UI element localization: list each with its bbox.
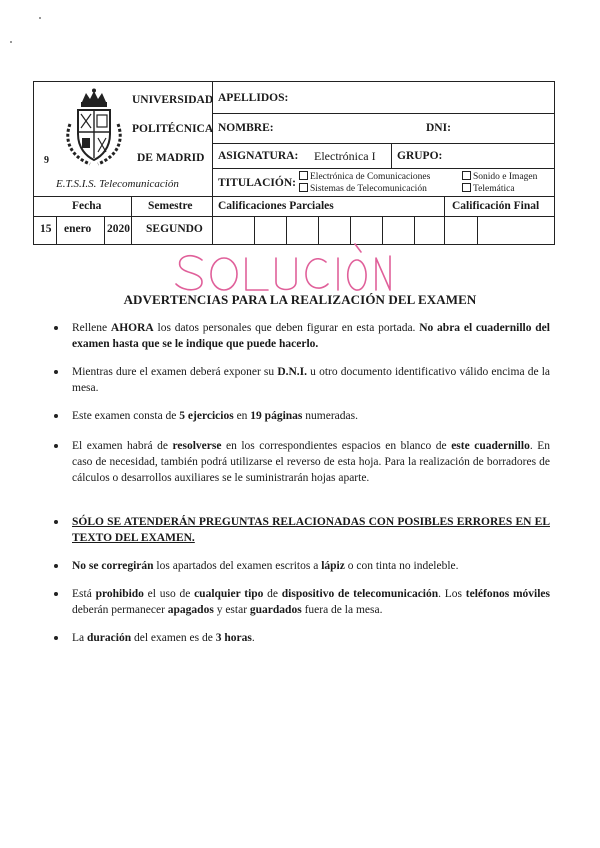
- instruction-text: Rellene: [72, 322, 111, 334]
- checkbox-icon: [299, 171, 308, 180]
- instruction-text: numeradas.: [302, 410, 358, 422]
- instruction-item: [54, 630, 550, 646]
- instruction-text: resolverse: [172, 440, 222, 452]
- instruction-text: . En caso de necesidad, también podrá utilizarse el reverso de esta hoja. Para la realización de borradores de cálculos o desarrollos auxiliares se le suministrarán hojas aparte.: [72, 440, 551, 484]
- instruction-item: [54, 514, 550, 546]
- crest-number: 9: [44, 155, 49, 166]
- exam-day: 15: [40, 223, 52, 235]
- checkbox-icon: [462, 183, 471, 192]
- grupo-label: GRUPO:: [397, 150, 443, 162]
- instruction-text: prohibido: [95, 588, 144, 600]
- instruction-text: en: [233, 410, 251, 422]
- instruction-text: guardados: [249, 604, 302, 616]
- exam-year: 2020: [107, 223, 130, 235]
- instruction-text: AHORA: [110, 322, 154, 334]
- instruction-text: los datos personales que deben figurar en esta portada.: [153, 322, 420, 334]
- titulacion-option-electronica[interactable]: Electrónica de Comunicaciones: [299, 171, 430, 182]
- instruction-text: u otro documento identificativo válido encima de la mesa.: [72, 366, 550, 394]
- instruction-text: cualquier tipo: [194, 588, 264, 600]
- upm-crest-icon: [56, 88, 132, 168]
- university-line3: DE MADRID: [137, 152, 205, 164]
- instruction-text: SÓLO SE ATENDERÁN PREGUNTAS RELACIONADAS CON POSIBLES ERRORES EN EL TEXTO DEL EXAMEN.: [72, 516, 550, 544]
- apellidos-label: APELLIDOS:: [218, 92, 289, 104]
- instruction-text: teléfonos móviles: [465, 588, 550, 600]
- instruction-text: La: [72, 632, 88, 644]
- page-title: ADVERTENCIAS PARA LA REALIZACIÓN DEL EXAMEN: [123, 292, 477, 307]
- instruction-text: .: [251, 632, 255, 644]
- instruction-text: y estar: [213, 604, 250, 616]
- school-name: E.T.S.I.S. Telecomunicación: [56, 178, 179, 190]
- instruction-text: en los correspondientes espacios en blanco de: [221, 440, 452, 452]
- instruction-text: Este examen consta de: [72, 410, 180, 422]
- scan-speck: [10, 41, 12, 43]
- instruction-text: No abra el cuadernillo del examen hasta que se le indique que puede hacerlo.: [72, 322, 550, 350]
- instruction-item: [54, 558, 550, 574]
- instruction-text: lápiz: [321, 560, 345, 572]
- exam-header-table: [33, 81, 555, 245]
- instruction-text: 5 ejercicios: [179, 410, 234, 422]
- checkbox-icon: [462, 171, 471, 180]
- instruction-item: [54, 320, 550, 352]
- semestre-value: SEGUNDO: [146, 223, 203, 235]
- instruction-text: 19 páginas: [250, 410, 303, 422]
- calificacion-final-label: Calificación Final: [452, 200, 540, 212]
- asignatura-label: ASIGNATURA:: [218, 150, 299, 162]
- instruction-text: este cuadernillo: [451, 440, 530, 452]
- university-line2: POLITÉCNICA: [132, 123, 214, 135]
- instruction-text: los apartados del examen escritos a: [153, 560, 322, 572]
- instruction-text: Mientras dure el examen deberá exponer su: [72, 366, 278, 378]
- calificaciones-parciales-label: Calificaciones Parciales: [218, 200, 334, 212]
- instruction-text: dispositivo de telecomunicación: [281, 588, 439, 600]
- nombre-label: NOMBRE:: [218, 122, 274, 134]
- instruction-text: apagados: [167, 604, 214, 616]
- instruction-item: [54, 408, 550, 424]
- checkbox-icon: [299, 183, 308, 192]
- instruction-item: [54, 364, 550, 396]
- instruction-text: D.N.I.: [277, 366, 308, 378]
- solucion-handwritten-stamp: [172, 240, 392, 296]
- instruction-text: . Los: [438, 588, 466, 600]
- instruction-text: de: [263, 588, 282, 600]
- instruction-text: fuera de la mesa.: [301, 604, 383, 616]
- instruction-text: o con tinta no indeleble.: [344, 560, 459, 572]
- instruction-text: deberán permanecer: [72, 604, 168, 616]
- exam-month: enero: [64, 223, 92, 235]
- semestre-label: Semestre: [148, 200, 193, 212]
- titulacion-option-sistemas[interactable]: Sistemas de Telecomunicación: [299, 183, 427, 194]
- titulacion-option-sonido[interactable]: Sonido e Imagen: [462, 171, 537, 182]
- instruction-text: duración: [87, 632, 132, 644]
- instruction-text: el uso de: [143, 588, 195, 600]
- instruction-text: 3 horas: [215, 632, 252, 644]
- instruction-text: del examen es de: [131, 632, 216, 644]
- fecha-label: Fecha: [72, 200, 102, 212]
- titulacion-label: TITULACIÓN:: [218, 177, 296, 189]
- scan-speck: [39, 17, 41, 19]
- instruction-text: No se corregirán: [72, 560, 154, 572]
- university-line1: UNIVERSIDAD: [132, 94, 214, 106]
- instruction-item: [54, 438, 550, 486]
- dni-label: DNI:: [426, 122, 451, 134]
- instruction-text: Está: [72, 588, 96, 600]
- titulacion-option-telematica[interactable]: Telemática: [462, 183, 515, 194]
- asignatura-value: Electrónica I: [314, 149, 376, 163]
- instruction-text: El examen habrá de: [72, 440, 173, 452]
- instruction-item: [54, 586, 550, 618]
